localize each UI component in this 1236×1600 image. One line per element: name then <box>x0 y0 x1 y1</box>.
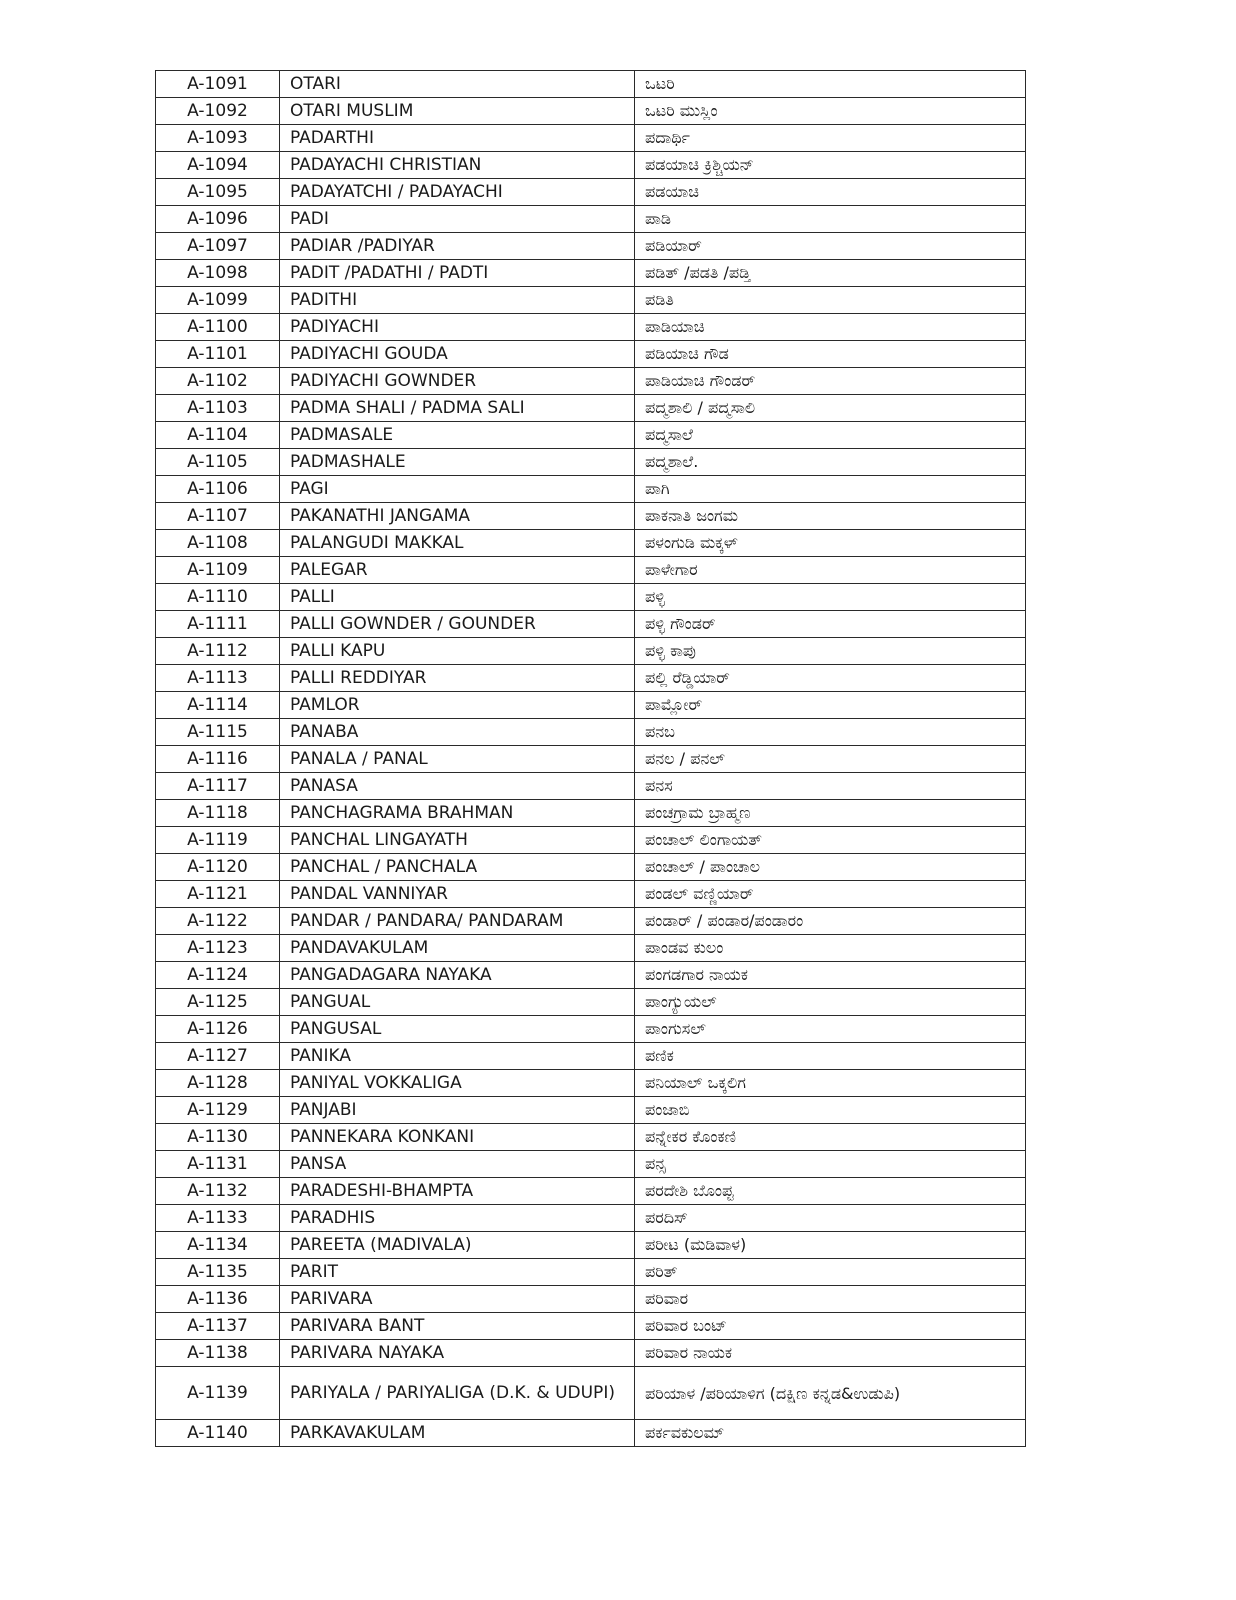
name-cell: PADI <box>280 206 635 233</box>
code-cell: A-1114 <box>156 692 280 719</box>
kannada-name-cell: ಪಂಚಾಲ್ / ಪಾಂಚಾಲ <box>635 854 1026 881</box>
kannada-name-cell: ಪಾಡಿಯಾಚಿ <box>635 314 1026 341</box>
table-row <box>156 1205 1026 1232</box>
kannada-name-cell: ಪಳಂಗುಡಿ ಮಕ್ಕಳ್ <box>635 530 1026 557</box>
kannada-name-cell: ಪಡಯಾಚಿ <box>635 179 1026 206</box>
name-cell: PADIAR /PADIYAR <box>280 233 635 260</box>
name-cell: PADAYATCHI / PADAYACHI <box>280 179 635 206</box>
name-cell: PARIYALA / PARIYALIGA (D.K. & UDUPI) <box>280 1367 635 1420</box>
table-row <box>156 233 1026 260</box>
name-cell: PANCHAGRAMA BRAHMAN <box>280 800 635 827</box>
table-row <box>156 1259 1026 1286</box>
code-cell: A-1103 <box>156 395 280 422</box>
name-cell: PADMASHALE <box>280 449 635 476</box>
kannada-name-cell: ಒಟರಿ ಮುಸ್ಲಿಂ <box>635 98 1026 125</box>
code-cell: A-1115 <box>156 719 280 746</box>
table-row <box>156 1097 1026 1124</box>
kannada-name-cell: ಪರಿತ್ <box>635 1259 1026 1286</box>
kannada-name-cell: ಪದ್ಮಶಾಲಿ / ಪದ್ಮಸಾಲಿ <box>635 395 1026 422</box>
table-row <box>156 530 1026 557</box>
name-cell: PADMA SHALI / PADMA SALI <box>280 395 635 422</box>
table-row <box>156 611 1026 638</box>
code-cell: A-1136 <box>156 1286 280 1313</box>
kannada-name-cell: ಪಳ್ಳಿ ಗೌಂಡರ್ <box>635 611 1026 638</box>
kannada-name-cell: ಪರಿವಾರ ಬಂಟ್ <box>635 1313 1026 1340</box>
name-cell: PADITHI <box>280 287 635 314</box>
kannada-name-cell: ಪನ್ಸ <box>635 1151 1026 1178</box>
kannada-name-cell: ಪಳ್ಳಿ <box>635 584 1026 611</box>
name-cell: PALLI KAPU <box>280 638 635 665</box>
kannada-name-cell: ಪರಿವಾರ ನಾಯಕ <box>635 1340 1026 1367</box>
kannada-name-cell: ಪಡಿತ್ /ಪಡತಿ /ಪಡ್ತಿ <box>635 260 1026 287</box>
table-row <box>156 827 1026 854</box>
table-body <box>156 71 1026 1447</box>
table-row <box>156 719 1026 746</box>
kannada-name-cell: ಪಾಂಡವ ಕುಲಂ <box>635 935 1026 962</box>
kannada-name-cell: ಪಡಿತಿ <box>635 287 1026 314</box>
name-cell: PAMLOR <box>280 692 635 719</box>
kannada-name-cell: ಪರೀಟ (ಮಡಿವಾಳ) <box>635 1232 1026 1259</box>
kannada-name-cell: ಪಾಂಗುಸಲ್ <box>635 1016 1026 1043</box>
code-cell: A-1122 <box>156 908 280 935</box>
kannada-name-cell: ಪಡಯಾಚಿ ಕ್ರಿಶ್ಚಿಯನ್ <box>635 152 1026 179</box>
code-cell: A-1100 <box>156 314 280 341</box>
table-row <box>156 908 1026 935</box>
name-cell: PADAYACHI CHRISTIAN <box>280 152 635 179</box>
kannada-name-cell: ಪದಾರ್ಥಿ <box>635 125 1026 152</box>
table-row <box>156 206 1026 233</box>
kannada-name-cell: ಪಂಜಾಬಿ <box>635 1097 1026 1124</box>
code-cell: A-1094 <box>156 152 280 179</box>
code-cell: A-1120 <box>156 854 280 881</box>
table-row <box>156 314 1026 341</box>
table-row <box>156 71 1026 98</box>
name-cell: PARKAVAKULAM <box>280 1420 635 1447</box>
name-cell: PADMASALE <box>280 422 635 449</box>
kannada-name-cell: ಪಾಂಗ್ಯುಯಲ್ <box>635 989 1026 1016</box>
kannada-name-cell: ಪನಿಯಾಲ್ ಒಕ್ಕಲಿಗ <box>635 1070 1026 1097</box>
table-row <box>156 1340 1026 1367</box>
name-cell: OTARI MUSLIM <box>280 98 635 125</box>
kannada-name-cell: ಪರ್ಕವಕುಲಮ್ <box>635 1420 1026 1447</box>
kannada-name-cell: ಪರದಿಸ್ <box>635 1205 1026 1232</box>
table-row <box>156 1178 1026 1205</box>
kannada-name-cell: ಪಾಗಿ <box>635 476 1026 503</box>
table-row <box>156 1043 1026 1070</box>
table-row <box>156 1367 1026 1420</box>
code-cell: A-1108 <box>156 530 280 557</box>
code-cell: A-1134 <box>156 1232 280 1259</box>
name-cell: PANDAVAKULAM <box>280 935 635 962</box>
kannada-name-cell: ಪನಬ <box>635 719 1026 746</box>
kannada-name-cell: ಪಡಿಯಾಚಿ ಗೌಡ <box>635 341 1026 368</box>
code-cell: A-1118 <box>156 800 280 827</box>
code-cell: A-1107 <box>156 503 280 530</box>
code-cell: A-1105 <box>156 449 280 476</box>
table-row <box>156 1286 1026 1313</box>
code-cell: A-1102 <box>156 368 280 395</box>
kannada-name-cell: ಪಂಡಾರ್ / ಪಂಡಾರ/ಪಂಡಾರಂ <box>635 908 1026 935</box>
kannada-name-cell: ಪಳ್ಳಿ ಕಾಪು <box>635 638 1026 665</box>
name-cell: PALLI <box>280 584 635 611</box>
code-cell: A-1097 <box>156 233 280 260</box>
table-row <box>156 341 1026 368</box>
kannada-name-cell: ಪಾಡಿಯಾಚಿ ಗೌಂಡರ್ <box>635 368 1026 395</box>
code-cell: A-1129 <box>156 1097 280 1124</box>
name-cell: PAKANATHI JANGAMA <box>280 503 635 530</box>
code-cell: A-1101 <box>156 341 280 368</box>
table-row <box>156 692 1026 719</box>
code-cell: A-1099 <box>156 287 280 314</box>
table-row <box>156 584 1026 611</box>
name-cell: OTARI <box>280 71 635 98</box>
name-cell: PARIVARA BANT <box>280 1313 635 1340</box>
table-row <box>156 287 1026 314</box>
name-cell: PARADESHI-BHAMPTA <box>280 1178 635 1205</box>
name-cell: PALEGAR <box>280 557 635 584</box>
name-cell: PANJABI <box>280 1097 635 1124</box>
name-cell: PANABA <box>280 719 635 746</box>
name-cell: PADIT /PADATHI / PADTI <box>280 260 635 287</box>
code-cell: A-1121 <box>156 881 280 908</box>
code-cell: A-1095 <box>156 179 280 206</box>
table-row <box>156 935 1026 962</box>
code-cell: A-1123 <box>156 935 280 962</box>
kannada-name-cell: ಪನ್ನೇಕರ ಕೊಂಕಣಿ <box>635 1124 1026 1151</box>
kannada-name-cell: ಒಟರಿ <box>635 71 1026 98</box>
name-cell: PANIYAL VOKKALIGA <box>280 1070 635 1097</box>
kannada-name-cell: ಪರದೇಶಿ ಬೊಂಪ್ಟ <box>635 1178 1026 1205</box>
code-cell: A-1137 <box>156 1313 280 1340</box>
code-cell: A-1140 <box>156 1420 280 1447</box>
table-row <box>156 1420 1026 1447</box>
table-row <box>156 260 1026 287</box>
table-row <box>156 98 1026 125</box>
table-row <box>156 800 1026 827</box>
name-cell: PANDAL VANNIYAR <box>280 881 635 908</box>
code-cell: A-1119 <box>156 827 280 854</box>
name-cell: PANSA <box>280 1151 635 1178</box>
kannada-name-cell: ಪರಿವಾರ <box>635 1286 1026 1313</box>
code-cell: A-1127 <box>156 1043 280 1070</box>
kannada-name-cell: ಪಾಮ್ಲೋರ್ <box>635 692 1026 719</box>
name-cell: PADIYACHI GOWNDER <box>280 368 635 395</box>
name-cell: PADIYACHI GOUDA <box>280 341 635 368</box>
name-cell: PANALA / PANAL <box>280 746 635 773</box>
code-cell: A-1133 <box>156 1205 280 1232</box>
name-cell: PANASA <box>280 773 635 800</box>
code-cell: A-1106 <box>156 476 280 503</box>
table-row <box>156 395 1026 422</box>
kannada-name-cell: ಪಾಕನಾತಿ ಜಂಗಮ <box>635 503 1026 530</box>
kannada-name-cell: ಪದ್ಮಶಾಲೆ. <box>635 449 1026 476</box>
kannada-name-cell: ಪಲ್ಲಿ ರೆಡ್ಡಿಯಾರ್ <box>635 665 1026 692</box>
code-cell: A-1138 <box>156 1340 280 1367</box>
code-cell: A-1135 <box>156 1259 280 1286</box>
kannada-name-cell: ಪರಿಯಾಳ /ಪರಿಯಾಳಿಗ (ದಕ್ಷಿಣ ಕನ್ನಡ&ಉಡುಪಿ) <box>635 1367 1026 1420</box>
code-cell: A-1096 <box>156 206 280 233</box>
code-cell: A-1098 <box>156 260 280 287</box>
table-row <box>156 746 1026 773</box>
name-cell: PANGADAGARA NAYAKA <box>280 962 635 989</box>
table-row <box>156 125 1026 152</box>
kannada-name-cell: ಪದ್ಮಸಾಲೆ <box>635 422 1026 449</box>
code-cell: A-1109 <box>156 557 280 584</box>
kannada-name-cell: ಪಂಗಡಗಾರ ನಾಯಕ <box>635 962 1026 989</box>
table-row <box>156 854 1026 881</box>
table-row <box>156 422 1026 449</box>
code-cell: A-1113 <box>156 665 280 692</box>
kannada-name-cell: ಪಾಡಿ <box>635 206 1026 233</box>
table-row <box>156 1151 1026 1178</box>
table-row <box>156 962 1026 989</box>
name-cell: PANCHAL / PANCHALA <box>280 854 635 881</box>
code-cell: A-1110 <box>156 584 280 611</box>
name-cell: PARADHIS <box>280 1205 635 1232</box>
name-cell: PALANGUDI MAKKAL <box>280 530 635 557</box>
table-row <box>156 1070 1026 1097</box>
caste-list-table <box>155 70 1026 1447</box>
code-cell: A-1126 <box>156 1016 280 1043</box>
code-cell: A-1092 <box>156 98 280 125</box>
kannada-name-cell: ಪಣಿಕ <box>635 1043 1026 1070</box>
table-row <box>156 503 1026 530</box>
table-row <box>156 1232 1026 1259</box>
name-cell: PANCHAL LINGAYATH <box>280 827 635 854</box>
table-row <box>156 1124 1026 1151</box>
name-cell: PANGUAL <box>280 989 635 1016</box>
kannada-name-cell: ಪಂಡಲ್ ವಣ್ಣಿಯಾರ್ <box>635 881 1026 908</box>
code-cell: A-1128 <box>156 1070 280 1097</box>
code-cell: A-1125 <box>156 989 280 1016</box>
table-row <box>156 557 1026 584</box>
name-cell: PADIYACHI <box>280 314 635 341</box>
kannada-name-cell: ಪನಸ <box>635 773 1026 800</box>
name-cell: PADARTHI <box>280 125 635 152</box>
name-cell: PAREETA (MADIVALA) <box>280 1232 635 1259</box>
name-cell: PAGI <box>280 476 635 503</box>
table-row <box>156 773 1026 800</box>
code-cell: A-1111 <box>156 611 280 638</box>
code-cell: A-1139 <box>156 1367 280 1420</box>
name-cell: PARIT <box>280 1259 635 1286</box>
code-cell: A-1112 <box>156 638 280 665</box>
kannada-name-cell: ಪಾಳೇಗಾರ <box>635 557 1026 584</box>
name-cell: PALLI REDDIYAR <box>280 665 635 692</box>
table-row <box>156 152 1026 179</box>
kannada-name-cell: ಪಂಚಾಲ್ ಲಿಂಗಾಯತ್ <box>635 827 1026 854</box>
name-cell: PANIKA <box>280 1043 635 1070</box>
code-cell: A-1130 <box>156 1124 280 1151</box>
code-cell: A-1091 <box>156 71 280 98</box>
name-cell: PANNEKARA KONKANI <box>280 1124 635 1151</box>
table-row <box>156 989 1026 1016</box>
name-cell: PALLI GOWNDER / GOUNDER <box>280 611 635 638</box>
name-cell: PARIVARA <box>280 1286 635 1313</box>
code-cell: A-1117 <box>156 773 280 800</box>
code-cell: A-1104 <box>156 422 280 449</box>
table-row <box>156 179 1026 206</box>
kannada-name-cell: ಪಡಿಯಾರ್ <box>635 233 1026 260</box>
name-cell: PANDAR / PANDARA/ PANDARAM <box>280 908 635 935</box>
table-row <box>156 638 1026 665</box>
code-cell: A-1093 <box>156 125 280 152</box>
kannada-name-cell: ಪನಲ / ಪನಲ್ <box>635 746 1026 773</box>
table-row <box>156 1016 1026 1043</box>
code-cell: A-1131 <box>156 1151 280 1178</box>
table-row <box>156 476 1026 503</box>
table-row <box>156 881 1026 908</box>
name-cell: PANGUSAL <box>280 1016 635 1043</box>
name-cell: PARIVARA NAYAKA <box>280 1340 635 1367</box>
kannada-name-cell: ಪಂಚಗ್ರಾಮ ಬ್ರಾಹ್ಮಣ <box>635 800 1026 827</box>
table-row <box>156 1313 1026 1340</box>
code-cell: A-1116 <box>156 746 280 773</box>
table-row <box>156 665 1026 692</box>
table-row <box>156 368 1026 395</box>
code-cell: A-1132 <box>156 1178 280 1205</box>
table-row <box>156 449 1026 476</box>
code-cell: A-1124 <box>156 962 280 989</box>
